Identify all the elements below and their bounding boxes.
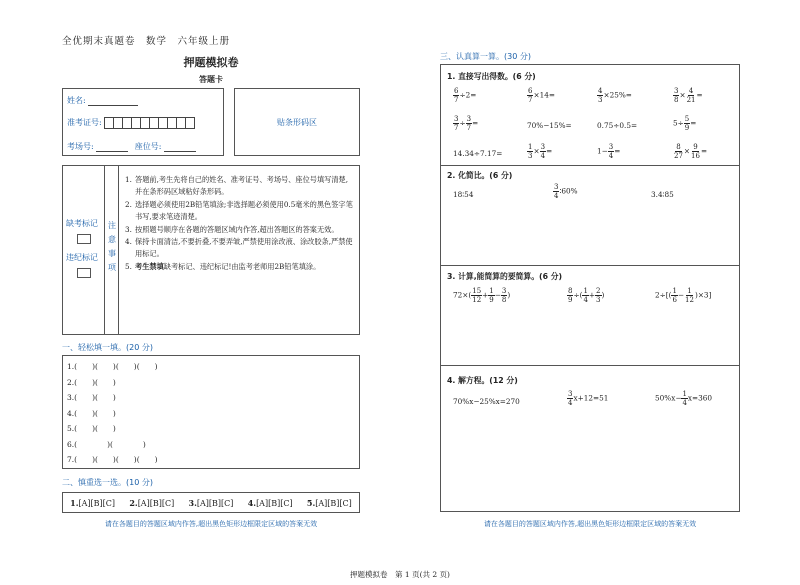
q1-expr-1: $\frac{6}{7}$ ÷2= [454, 87, 477, 104]
q3-expr-3: 2÷[( $\frac{1}{6}$ − $\frac{1}{12}$ )×3] [655, 287, 712, 304]
left-boundary-note: 请在各题目的答题区域内作答,超出黑色矩形边框限定区域的答案无效 [104, 520, 318, 528]
instruction-item: 5. 考生禁填缺考标记、违纪标记!由监考老师用2B铅笔填涂。 [125, 261, 321, 271]
paper-header: 全优期末真题卷 数学 六年级上册 [62, 36, 231, 47]
notice-char-4: 项 [108, 263, 116, 272]
q1-title: 1. 直接写出得数。(6 分) [447, 72, 536, 81]
q1-expr-8: 5÷ $\frac{5}{9}$ = [673, 115, 697, 132]
instructions-box [62, 165, 360, 335]
q3-divider [441, 265, 739, 266]
q4-divider [441, 365, 739, 366]
section1-title: 一、轻松填一填。(20 分) [62, 343, 153, 352]
instruction-item: 3. 按照题号顺序在各题的答题区域内作答,超出答题区的答案无效。 [125, 224, 339, 234]
q2-divider [441, 165, 739, 166]
room-label: 考场号: [67, 142, 94, 151]
q1-expr-5: $\frac{3}{7}$ ÷ $\frac{3}{7}$ = [454, 115, 479, 132]
q1-expr-12: $\frac{8}{27}$ × $\frac{9}{16}$ = [674, 143, 708, 160]
q3-title: 3. 计算,能简算的要简算。(6 分) [447, 272, 563, 281]
choice-item-3[interactable]: 3.[A][B][C] [188, 497, 234, 508]
barcode-area [234, 88, 360, 156]
notice-char-2: 意 [108, 235, 116, 244]
exam-no-grid[interactable] [104, 118, 194, 127]
section2-title: 二、慎重选一选。(10 分) [62, 478, 153, 487]
q1-expr-10: $\frac{1}{3}$ × $\frac{3}{4}$ = [528, 143, 553, 160]
page-title: 押题模拟卷 [183, 56, 239, 69]
q3-expr-2: $\frac{8}{9}$ ÷( $\frac{1}{4}$ + $\frac{2}{3}$ ) [568, 287, 605, 304]
room-field[interactable] [96, 143, 128, 152]
page-subtitle: 答题卡 [199, 75, 223, 84]
violation-mark-box[interactable] [77, 268, 91, 278]
q4-equation-2: $\frac{3}{4}$ x+12=51 [568, 390, 609, 407]
choice-item-2[interactable]: 2.[A][B][C] [129, 497, 175, 508]
q3-expr-1: 72×( $\frac{15}{12}$ + $\frac{1}{9}$ − $\frac{3}{8}$ ) [453, 287, 511, 304]
q1-expr-11: 1− $\frac{3}{4}$ = [597, 143, 621, 160]
choice-item-4[interactable]: 4.[A][B][C] [247, 497, 293, 508]
section1-answer-box [62, 355, 360, 469]
q2-ratio-3: 3.4∶85 [651, 190, 674, 199]
notice-char-1: 注 [108, 221, 116, 230]
section3-answer-box [440, 64, 740, 512]
absent-mark-label: 缺考标记 [66, 219, 98, 228]
student-info-box [62, 88, 224, 156]
q1-expr-4: $\frac{3}{8}$ × $\frac{4}{21}$ = [674, 87, 703, 104]
fill-row-6[interactable]: 6.( )( ) [67, 439, 146, 449]
page-footer: 押题模拟卷 第 1 页(共 2 页) [350, 570, 450, 579]
q4-title: 4. 解方程。(12 分) [447, 376, 518, 385]
q4-equation-1: 70%x−25%x=270 [453, 397, 520, 406]
fill-row-3[interactable]: 3.( )( ) [67, 393, 116, 402]
q2-ratio-1: 18∶54 [453, 190, 474, 199]
absent-mark-box[interactable] [77, 234, 91, 244]
fill-row-7[interactable]: 7.( )( )( )( ) [67, 455, 158, 464]
q1-expr-6: 70%−15%= [527, 121, 572, 130]
section2-answer-box [62, 492, 360, 513]
choice-item-5[interactable]: 5.[A][B][C] [306, 497, 352, 508]
q2-title: 2. 化简比。(6 分) [447, 171, 513, 180]
right-boundary-note: 请在各题目的答题区域内作答,超出黑色矩形边框限定区域的答案无效 [483, 520, 697, 528]
instruction-item: 4. 保持卡面清洁,不要折叠,不要弄皱,严禁使用涂改液、涂改胶条,严禁使用标记。 [125, 237, 353, 259]
q1-expr-9: 14.34÷7.17= [453, 149, 503, 158]
fill-row-1[interactable]: 1.( )( )( )( ) [67, 362, 158, 371]
instruction-item: 2. 选择题必须使用2B铅笔填涂;非选择题必须使用0.5毫米的黑色签字笔书写,要求笔迹清楚。 [125, 199, 353, 222]
violation-mark-label: 违纪标记 [66, 253, 98, 262]
seat-label: 座位号: [134, 142, 162, 151]
q4-equation-3: 50%x− $\frac{1}{4}$ x=360 [655, 390, 713, 407]
q2-ratio-2: $\frac{3}{4}$ ∶60% [554, 183, 578, 200]
q1-expr-7: 0.75÷0.5= [597, 121, 638, 130]
name-label: 姓名: [67, 96, 86, 105]
fill-row-5[interactable]: 5.( )( ) [67, 424, 116, 433]
exam-no-label: 准考证号: [67, 118, 102, 127]
q1-expr-3: $\frac{4}{3}$ ×25%= [598, 87, 632, 104]
instruction-item: 1. 答题前,考生先将自己的姓名、准考证号、考场号、座位号填写清楚,并在条形码区域粘好条形码。 [125, 175, 349, 197]
notice-char-3: 事 [108, 249, 116, 258]
barcode-label: 贴条形码区 [277, 117, 317, 127]
name-field[interactable] [88, 97, 138, 106]
fill-row-2[interactable]: 2.( )( ) [67, 377, 116, 387]
instruction-list [125, 174, 355, 273]
section3-title: 三、认真算一算。(30 分) [440, 52, 531, 61]
choice-item-1[interactable]: 1.[A][B][C] [70, 497, 116, 508]
seat-field[interactable] [164, 143, 196, 152]
q1-expr-2: $\frac{6}{7}$ ×14= [528, 87, 555, 104]
fill-row-4[interactable]: 4.( )( ) [67, 408, 116, 418]
